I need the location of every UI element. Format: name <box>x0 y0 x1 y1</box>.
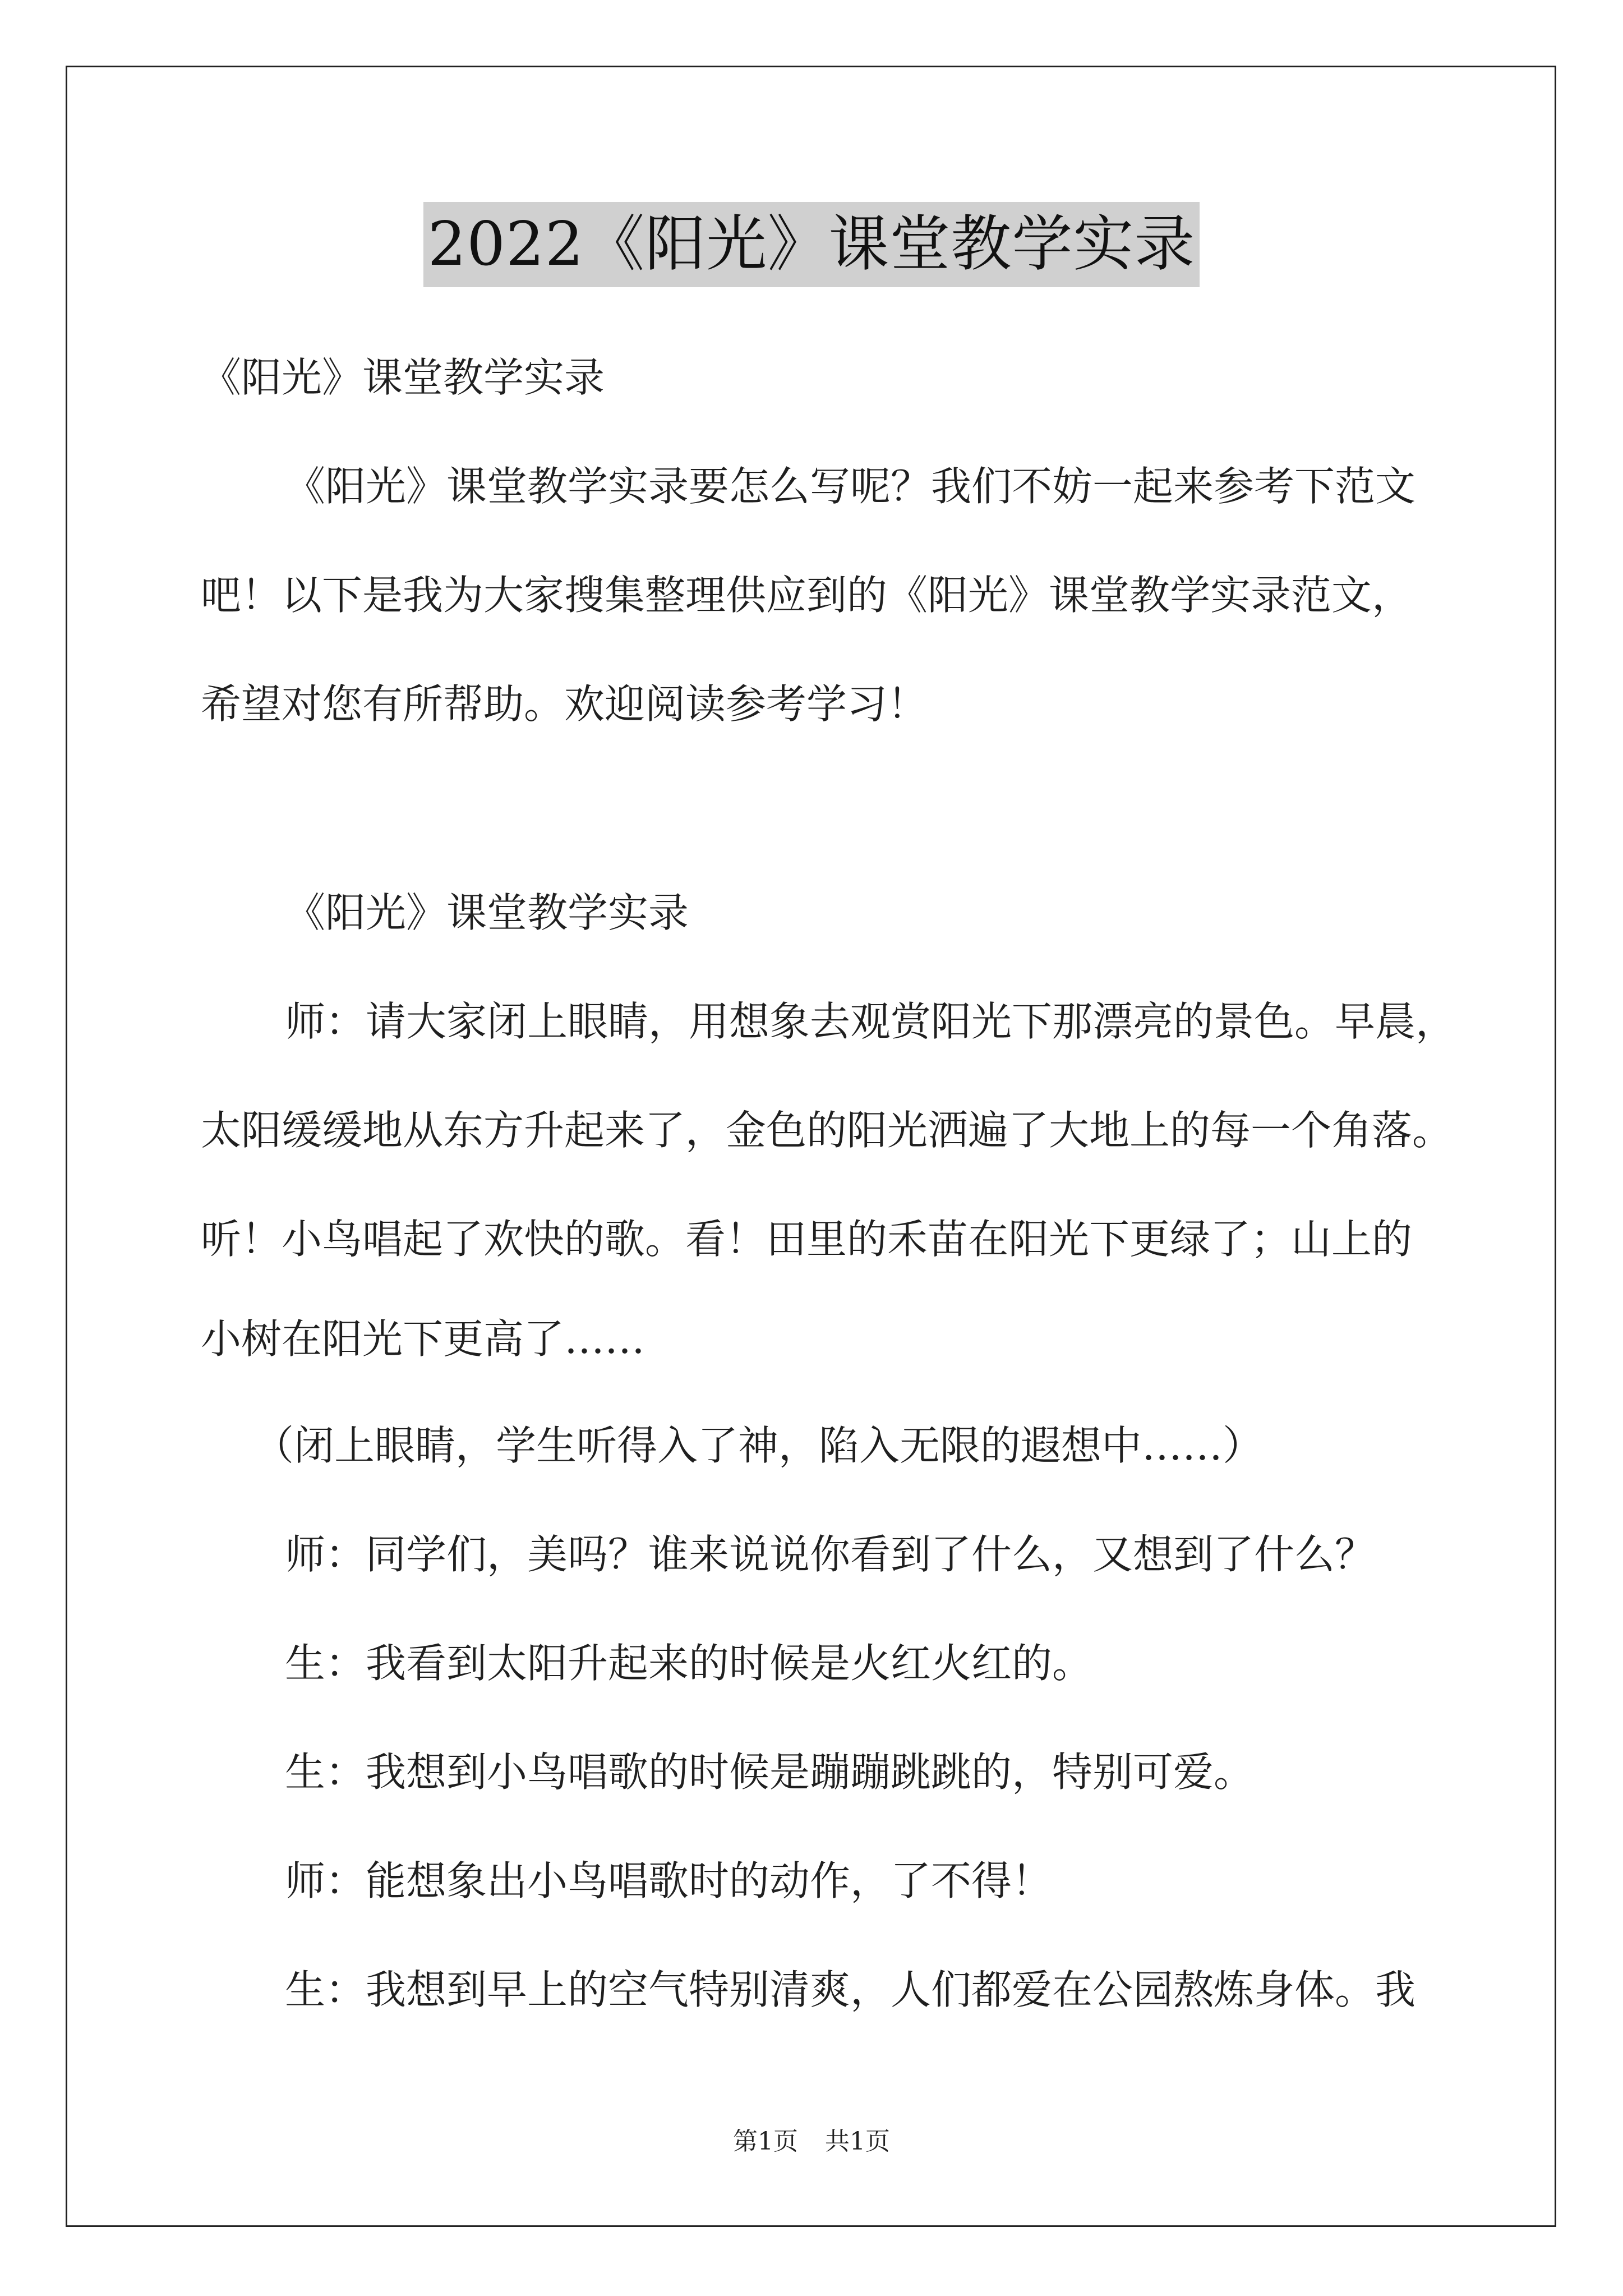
section-heading: 《阳光》课堂教学实录 <box>285 889 689 936</box>
body-line-3: 听！小鸟唱起了欢快的歌。看！田里的禾苗在阳光下更绿了；山上的 <box>201 1216 1413 1263</box>
body-line-6: 师：同学们，美吗？谁来说说你看到了什么，又想到了什么？ <box>285 1531 1376 1578</box>
intro-line-3: 希望对您有所帮助。欢迎阅读参考学习！ <box>201 680 928 728</box>
body-line-10: 生：我想到早上的空气特别清爽，人们都爱在公园熬炼身体。我 <box>285 1966 1416 2013</box>
body-line-9: 师：能想象出小鸟唱歌时的动作，了不得！ <box>285 1857 1053 1904</box>
document-title: 2022《阳光》课堂教学实录 <box>423 202 1200 287</box>
subtitle: 《阳光》课堂教学实录 <box>201 354 605 401</box>
page-number: 第1页 <box>733 2127 798 2156</box>
intro-line-2: 吧！以下是我为大家搜集整理供应到的《阳光》课堂教学实录范文， <box>201 572 1413 619</box>
body-line-4: 小树在阳光下更高了…… <box>201 1315 645 1363</box>
body-line-5: （闭上眼睛，学生听得入了神，陷入无限的遐想中……） <box>253 1422 1264 1469</box>
body-line-8: 生：我想到小鸟唱歌的时候是蹦蹦跳跳的，特别可爱。 <box>285 1749 1255 1796</box>
page-footer <box>0 2125 1623 2159</box>
body-line-2: 太阳缓缓地从东方升起来了，金色的阳光洒遍了大地上的每一个角落。 <box>201 1107 1453 1154</box>
intro-line-1: 《阳光》课堂教学实录要怎么写呢？我们不妨一起来参考下范文 <box>285 463 1416 510</box>
page-total: 共1页 <box>825 2127 890 2156</box>
body-line-1: 师：请大家闭上眼睛，用想象去观赏阳光下那漂亮的景色。早晨， <box>285 998 1456 1045</box>
body-line-7: 生：我看到太阳升起来的时候是火红火红的。 <box>285 1640 1093 1687</box>
title-container <box>0 202 1623 287</box>
